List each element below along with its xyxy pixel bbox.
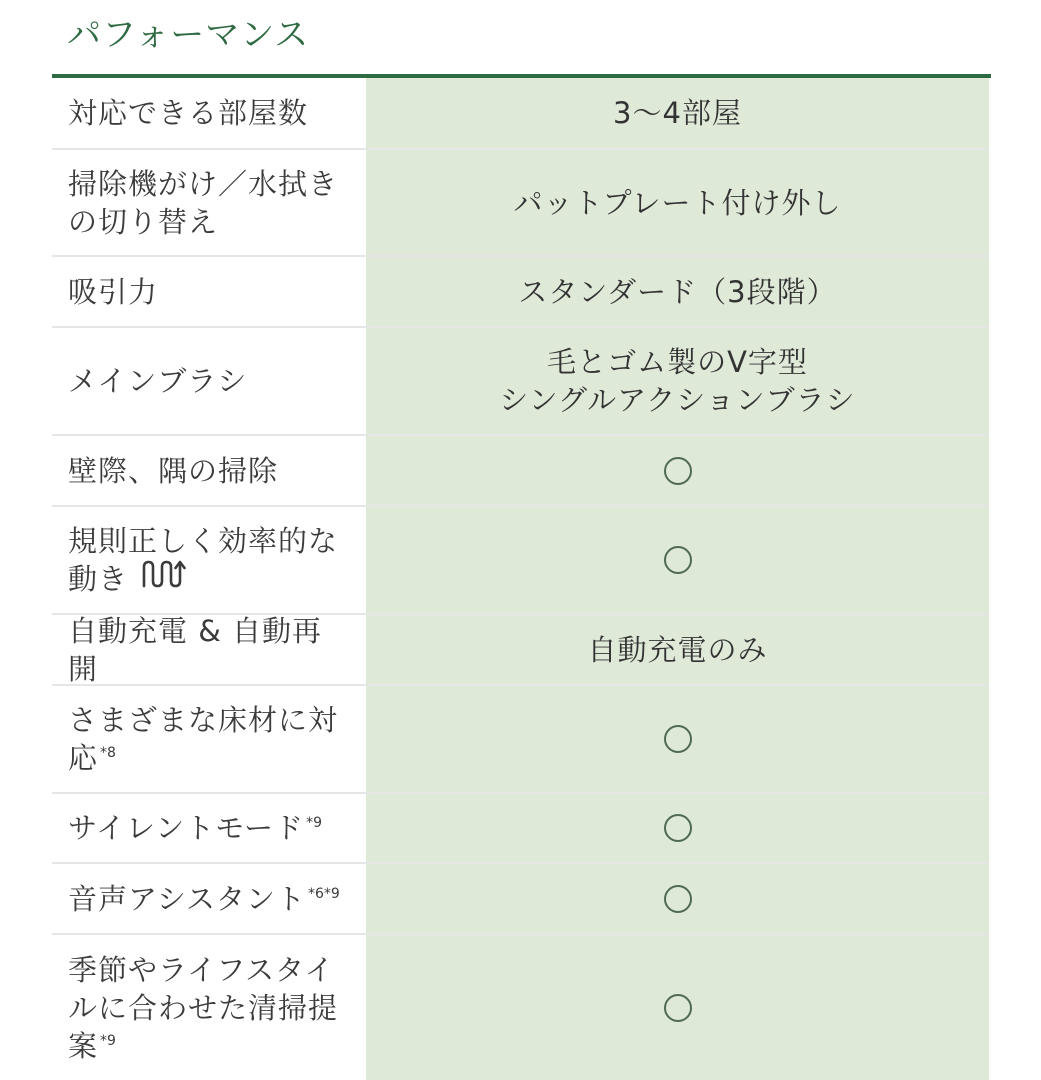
- section-title: パフォーマンス: [67, 15, 310, 55]
- row-label-text: 音声アシスタント: [68, 881, 306, 916]
- circle-mark-icon: [664, 457, 692, 485]
- table-row: [52, 436, 989, 507]
- row-label: 掃除機がけ／水拭きの切り替え: [52, 150, 364, 255]
- row-label: メインブラシ: [52, 328, 364, 434]
- table-row: [52, 257, 989, 328]
- table-row: [52, 686, 989, 794]
- row-label: 対応できる部屋数: [52, 78, 364, 148]
- row-label: [52, 507, 364, 613]
- circle-mark-icon: [664, 814, 692, 842]
- table-row: [52, 150, 989, 257]
- row-label-text: サイレントモード: [68, 811, 305, 845]
- table-row: [52, 615, 989, 686]
- row-label: [52, 864, 364, 933]
- row-value: [364, 864, 989, 933]
- circle-mark-icon: [664, 725, 692, 753]
- row-value: [364, 507, 989, 613]
- table-row: [52, 328, 989, 436]
- row-value: [364, 794, 989, 862]
- row-label: [52, 794, 364, 862]
- row-value: パットプレート付け外し: [364, 150, 989, 255]
- row-label: [52, 686, 364, 792]
- row-label-text: さまざまな床材に対応: [68, 703, 339, 775]
- row-value: [364, 935, 989, 1080]
- table-row: [52, 78, 989, 150]
- row-value: 3〜4部屋: [364, 78, 989, 148]
- spec-table: [52, 78, 989, 1080]
- table-row: [52, 794, 989, 864]
- row-label: [52, 935, 364, 1080]
- row-value: 毛とゴム製のV字型 シングルアクションブラシ: [364, 328, 989, 434]
- row-label-text: 規則正しく効率的な動き: [68, 523, 339, 596]
- table-row: [52, 935, 989, 1080]
- zigzag-path-icon: [140, 559, 188, 598]
- row-label: 壁際、隅の掃除: [52, 436, 364, 505]
- row-value: 自動充電のみ: [364, 615, 989, 684]
- footnote-mark: *9: [100, 1032, 116, 1049]
- footnote-mark: *6*9: [307, 885, 340, 902]
- table-row: [52, 507, 989, 615]
- row-value: スタンダード（3段階）: [364, 257, 989, 326]
- section-header: [52, 0, 991, 78]
- circle-mark-icon: [664, 546, 692, 574]
- row-label: 自動充電 & 自動再開: [52, 615, 364, 684]
- row-value: [364, 686, 989, 792]
- row-label-text: 季節やライフスタイルに合わせた清掃提案: [68, 952, 339, 1063]
- row-label: 吸引力: [52, 257, 364, 326]
- circle-mark-icon: [664, 885, 692, 913]
- footnote-mark: *8: [100, 745, 116, 762]
- footnote-mark: *9: [306, 815, 323, 832]
- table-row: [52, 864, 989, 935]
- row-value: [364, 436, 989, 505]
- circle-mark-icon: [664, 994, 692, 1022]
